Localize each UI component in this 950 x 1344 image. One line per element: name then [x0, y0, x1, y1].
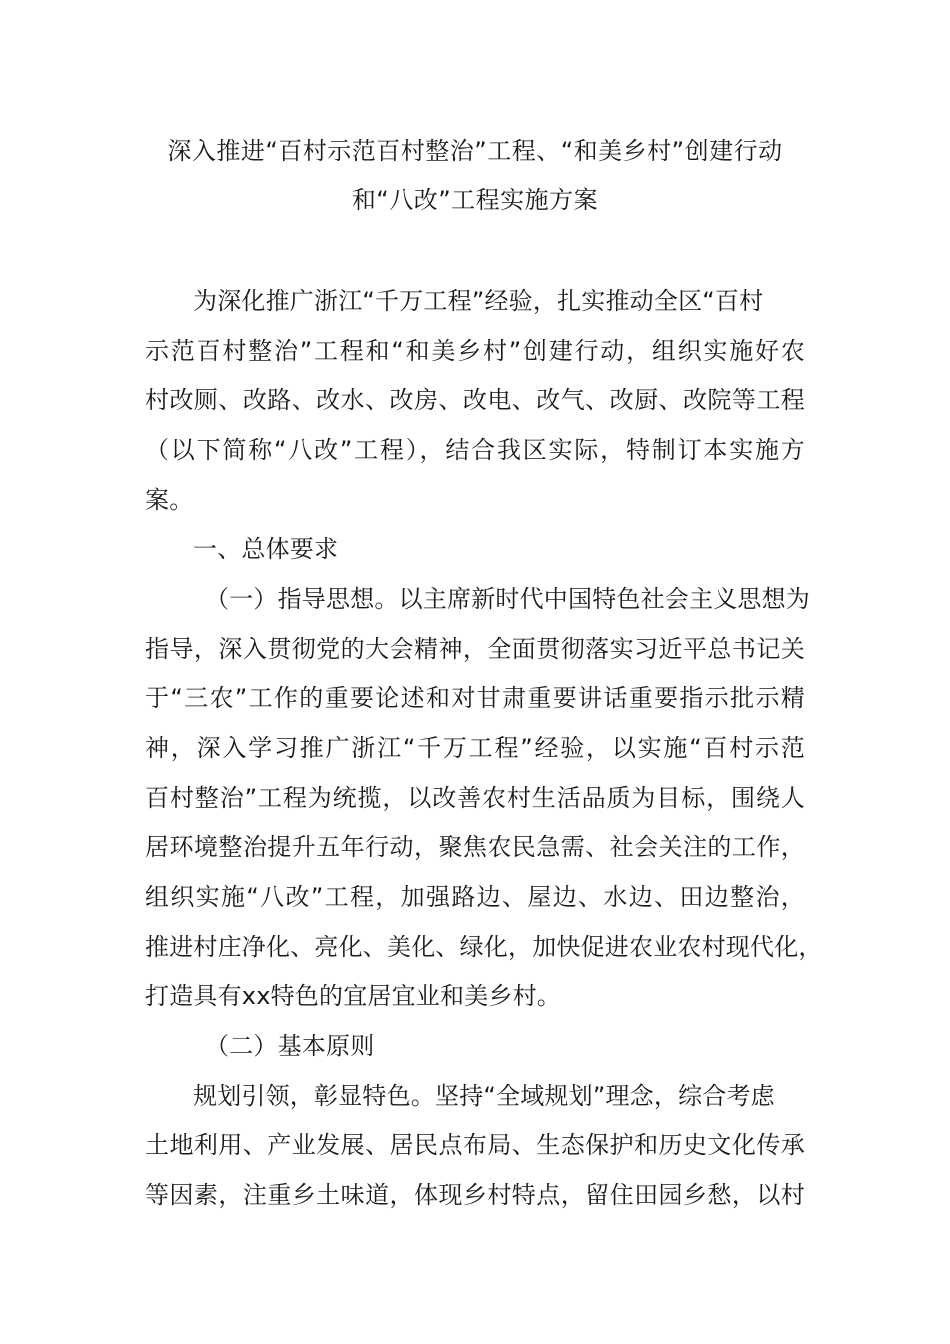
paragraph-principle-line: 土地利用、产业发展、居民点布局、生态保护和历史文化传承 [145, 1131, 805, 1159]
paragraph-intro-line: 为深化推广浙江“千万工程”经验，扎实推动全区“百村 [193, 287, 764, 315]
paragraph-intro-line: 案。 [145, 486, 194, 514]
paragraph-intro-line: （以下简称“八改”工程），结合我区实际，特制订本实施方 [145, 436, 805, 464]
paragraph-intro-line: 村改厕、改路、改水、改房、改电、改气、改厨、改院等工程 [145, 386, 805, 414]
paragraph-guiding-line: 打造具有xx特色的宜居宜业和美乡村。 [145, 982, 562, 1010]
paragraph-guiding-line: 指导，深入贯彻党的大会精神，全面贯彻落实习近平总书记关 [145, 635, 805, 663]
paragraph-guiding-line: 组织实施“八改”工程，加强路边、屋边、水边、田边整治， [145, 883, 805, 911]
document-title-line-2: 和“八改”工程实施方案 [351, 186, 599, 214]
subsection-heading: （二）基本原则 [205, 1032, 375, 1060]
paragraph-guiding-line: 居环境整治提升五年行动，聚焦农民急需、社会关注的工作， [145, 833, 805, 861]
paragraph-guiding-line: （一）指导思想。以主席新时代中国特色社会主义思想为 [205, 585, 810, 613]
paragraph-principle-line: 等因素，注重乡土味道，体现乡村特点，留住田园乡愁，以村 [145, 1181, 805, 1209]
paragraph-guiding-line: 于“三农”工作的重要论述和对甘肃重要讲话重要指示批示精 [145, 684, 805, 712]
paragraph-guiding-line: 神，深入学习推广浙江“千万工程”经验，以实施“百村示范 [145, 734, 805, 762]
paragraph-guiding-line: 百村整治”工程为统揽，以改善农村生活品质为目标，围绕人 [145, 784, 805, 812]
paragraph-intro-line: 示范百村整治”工程和“和美乡村”创建行动，组织实施好农 [145, 337, 805, 365]
section-heading: 一、总体要求 [193, 535, 339, 563]
paragraph-principle-line: 规划引领，彰显特色。坚持“全域规划”理念，综合考虑 [193, 1082, 775, 1110]
document-title-line-1: 深入推进“百村示范百村整治”工程、“和美乡村”创建行动 [167, 137, 783, 165]
paragraph-guiding-line: 推进村庄净化、亮化、美化、绿化，加快促进农业农村现代化， [145, 933, 823, 961]
